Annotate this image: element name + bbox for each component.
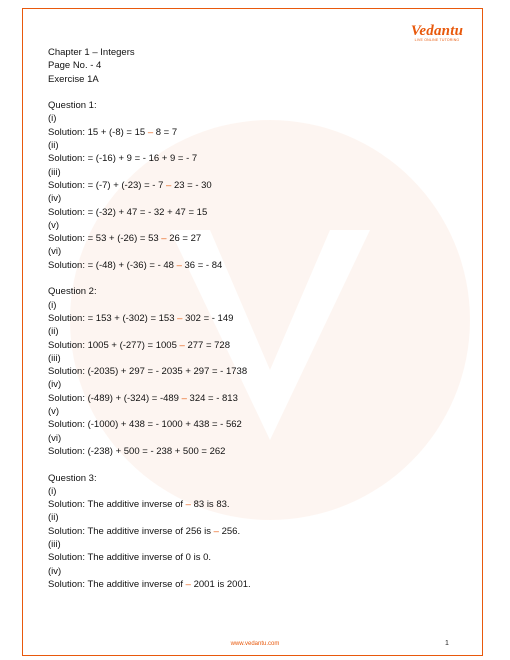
logo-tagline: LIVE ONLINE TUTORING (414, 38, 460, 42)
spacer (48, 458, 448, 471)
spacer (48, 86, 448, 99)
page-number-label: Page No. - 4 (48, 60, 102, 72)
solution-line: Solution: = (-7) + (-23) = - 7 – 23 = - 30 (48, 179, 212, 191)
question-title: Question 1: (48, 100, 97, 112)
part-label: (i) (48, 485, 57, 497)
part-label: (iv) (48, 193, 62, 205)
solution-line: Solution: = 153 + (-302) = 153 – 302 = - 149 (48, 312, 234, 324)
solution-line: Solution: (-1000) + 438 = - 1000 + 438 = - 562 (48, 419, 242, 431)
part-label: (iv) (48, 565, 62, 577)
solution-line: Solution: = (-16) + 9 = - 16 + 9 = - 7 (48, 153, 198, 165)
question-title: Question 3: (48, 472, 97, 484)
exercise-label: Exercise 1A (48, 73, 99, 85)
part-label: (v) (48, 406, 60, 418)
solution-line: Solution: (-238) + 500 = - 238 + 500 = 262 (48, 445, 226, 457)
solution-line: Solution: = 53 + (-26) = 53 – 26 = 27 (48, 233, 202, 245)
part-label: (vi) (48, 432, 62, 444)
part-label: (ii) (48, 140, 59, 152)
logo-wordmark: Vedantu (410, 23, 464, 39)
solution-line: Solution: (-489) + (-324) = -489 – 324 = - 813 (48, 392, 238, 404)
solution-line: Solution: = (-32) + 47 = - 32 + 47 = 15 (48, 206, 208, 218)
part-label: (iii) (48, 352, 61, 364)
solution-line: Solution: The additive inverse of 0 is 0. (48, 552, 212, 564)
solution-line: Solution: The additive inverse of 256 is – 256. (48, 525, 241, 537)
part-label: (iv) (48, 379, 62, 391)
chapter-title: Chapter 1 – Integers (48, 47, 135, 58)
part-label: (iii) (48, 538, 61, 550)
part-label: (ii) (48, 326, 59, 338)
part-label: (i) (48, 113, 57, 125)
questions-list (48, 99, 448, 591)
part-label: (i) (48, 299, 57, 311)
solution-line: Solution: 1005 + (-277) = 1005 – 277 = 728 (48, 339, 230, 351)
solution-line: Solution: (-2035) + 297 = - 2035 + 297 = - 1738 (48, 366, 248, 378)
solution-line: Solution: 15 + (-8) = 15 – 8 = 7 (48, 126, 178, 138)
solution-line: Solution: The additive inverse of – 83 is 83. (48, 499, 230, 511)
part-label: (v) (48, 219, 60, 231)
solution-line: Solution: = (-48) + (-36) = - 48 – 36 = - 84 (48, 259, 223, 271)
footer-page-number: 1 (445, 640, 449, 647)
spacer (48, 272, 448, 285)
part-label: (vi) (48, 246, 62, 258)
solution-content (48, 46, 448, 591)
solution-line: Solution: The additive inverse of – 2001 is 2001. (48, 578, 251, 590)
part-label: (iii) (48, 166, 61, 178)
part-label: (ii) (48, 512, 59, 524)
vedantu-logo (407, 24, 467, 46)
footer-url: www.vedantu.com (230, 641, 280, 647)
question-title: Question 2: (48, 286, 97, 298)
